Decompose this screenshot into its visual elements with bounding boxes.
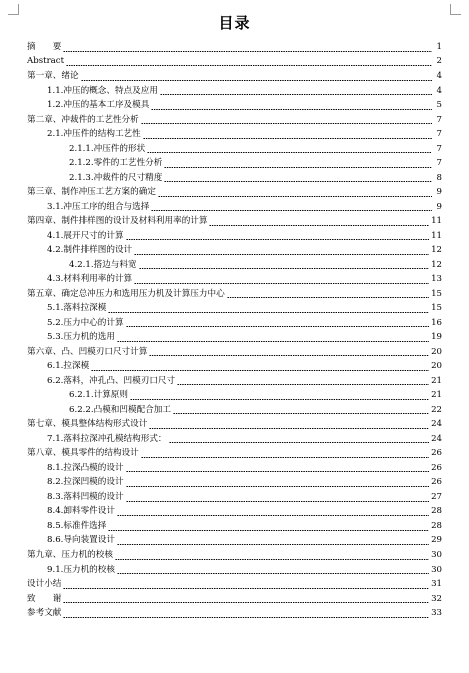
- toc-entry-title: 8.4.卸料零件设计: [47, 506, 115, 517]
- toc-entry-page-number: 24: [431, 433, 442, 444]
- toc-entry-page-number: 1: [436, 41, 442, 52]
- toc-entry[interactable]: [27, 142, 442, 157]
- toc-entry-title: 5.3.压力机的选用: [47, 332, 115, 343]
- toc-entry-page-number: 7: [436, 114, 442, 125]
- toc-entry[interactable]: [27, 432, 442, 447]
- toc-entry-title: 1.2.冲压的基本工序及模具: [47, 100, 150, 111]
- toc-entry-page-number: 4: [436, 85, 442, 96]
- toc-entry-title: 参考文献: [27, 608, 62, 619]
- toc-entry-page-number: 7: [436, 129, 442, 140]
- toc-dot-leader: [63, 602, 429, 603]
- toc-dot-leader: [63, 588, 429, 589]
- toc-entry[interactable]: [27, 592, 442, 607]
- toc-entry-title: 7.1.落料拉深冲孔模结构形式：: [47, 433, 167, 444]
- toc-dot-leader: [173, 413, 429, 414]
- toc-dot-leader: [63, 617, 429, 618]
- toc-entry-page-number: 22: [431, 404, 442, 415]
- toc-entry[interactable]: [27, 84, 442, 99]
- toc-entry[interactable]: [27, 258, 442, 273]
- toc-entry-page-number: 5: [436, 100, 442, 111]
- toc-entry-page-number: 27: [431, 491, 442, 502]
- toc-entry-title: 第七章、模具整体结构形式设计: [27, 419, 148, 430]
- toc-entry-page-number: 19: [431, 332, 442, 343]
- toc-dot-leader: [126, 326, 430, 327]
- toc-entry[interactable]: [27, 200, 442, 215]
- toc-entry-title: 6.2.落料，冲孔凸、凹模刃口尺寸: [47, 375, 176, 386]
- toc-entry-title: 8.1.拉深凸模的设计: [47, 462, 124, 473]
- toc-entry-page-number: 2: [436, 56, 442, 67]
- toc-entry-title: 8.2.拉深凹模的设计: [47, 477, 124, 488]
- toc-entry-title: 第五章、确定总冲压力和选用压力机及计算压力中心: [27, 288, 225, 299]
- toc-entry-page-number: 26: [431, 448, 442, 459]
- toc-entry[interactable]: [27, 55, 442, 70]
- toc-entry-page-number: 9: [436, 201, 442, 212]
- toc-dot-leader: [149, 355, 429, 356]
- toc-dot-leader: [160, 94, 432, 95]
- toc-entry[interactable]: [27, 345, 442, 360]
- toc-entry[interactable]: [27, 316, 442, 331]
- toc-dot-leader: [130, 399, 429, 400]
- toc-entry-page-number: 21: [431, 390, 442, 401]
- toc-entry[interactable]: [27, 563, 442, 578]
- toc-entry-title: 9.1.压力机的校核: [47, 564, 115, 575]
- toc-entry[interactable]: [27, 548, 442, 563]
- toc-entry[interactable]: [27, 301, 442, 316]
- toc-dot-leader: [139, 268, 429, 269]
- toc-entry-title: 摘 要: [27, 41, 62, 52]
- toc-entry-title: 6.1.拉深模: [47, 361, 90, 372]
- toc-entry[interactable]: [27, 403, 442, 418]
- toc-entry[interactable]: [27, 417, 442, 432]
- toc-entry[interactable]: [27, 374, 442, 389]
- toc-entry-title: 6.2.1.计算原则: [69, 390, 128, 401]
- toc-entry-page-number: 30: [431, 550, 442, 560]
- toc-dot-leader: [141, 123, 432, 124]
- toc-entry-page-number: 29: [431, 535, 442, 546]
- toc-entry-page-number: 15: [431, 288, 442, 299]
- toc-entry[interactable]: [27, 505, 442, 520]
- toc-entry-title: 2.1.3.冲裁件的尺寸精度: [69, 172, 163, 183]
- toc-entry[interactable]: [27, 243, 442, 258]
- toc-dot-leader: [164, 181, 432, 182]
- toc-entry-page-number: 12: [431, 245, 442, 256]
- toc-entry[interactable]: [27, 185, 442, 200]
- toc-entry[interactable]: [27, 113, 442, 128]
- toc-dot-leader: [117, 341, 429, 342]
- toc-dot-leader: [169, 442, 430, 443]
- toc-dot-leader: [126, 471, 430, 472]
- toc-entry-page-number: 31: [431, 579, 442, 590]
- toc-entry-title: 第八章、模具零件的结构设计: [27, 448, 139, 459]
- toc-entry-title: 2.1.2.零件的工艺性分析: [69, 158, 163, 169]
- toc-entry-title: 5.2.压力中心的计算: [47, 317, 124, 328]
- toc-entry-title: 设计小结: [27, 579, 62, 590]
- toc-entry-title: 第四章、制件排样图的设计及材料利用率的计算: [27, 216, 208, 227]
- toc-dot-leader: [81, 80, 432, 81]
- toc-entry-title: 6.2.2.凸模和凹模配合加工: [69, 404, 171, 415]
- toc-dot-leader: [141, 457, 429, 458]
- toc-entry-page-number: 13: [431, 274, 442, 285]
- toc-entry-page-number: 7: [436, 143, 442, 154]
- toc-entry-page-number: 12: [431, 259, 442, 270]
- toc-entry[interactable]: [27, 534, 442, 549]
- toc-dot-leader: [126, 501, 430, 502]
- toc-entry[interactable]: [27, 490, 442, 505]
- toc-entry-title: 第九章、压力机的校核: [27, 550, 113, 560]
- toc-entry-page-number: 16: [431, 317, 442, 328]
- toc-entry[interactable]: [27, 359, 442, 374]
- toc-entry[interactable]: [27, 388, 442, 403]
- toc-dot-leader: [134, 254, 429, 255]
- toc-entry-title: 4.3.材料利用率的计算: [47, 274, 133, 285]
- toc-dot-leader: [126, 239, 430, 240]
- toc-entry-title: 第六章、凸、凹模刃口尺寸计算: [27, 346, 148, 357]
- toc-dot-leader: [126, 486, 430, 487]
- toc-entry-page-number: 24: [431, 419, 442, 430]
- toc-entry-page-number: 7: [436, 158, 442, 169]
- toc-entry-title: 4.2.制件排样图的设计: [47, 245, 133, 256]
- toc-entry[interactable]: [27, 461, 442, 476]
- toc-dot-leader: [147, 152, 432, 153]
- toc-dot-leader: [149, 428, 429, 429]
- toc-entry[interactable]: [27, 446, 442, 461]
- toc-entry-page-number: 20: [431, 361, 442, 372]
- toc-entry[interactable]: [27, 40, 442, 55]
- toc-dot-leader: [108, 312, 429, 313]
- toc-entry-page-number: 26: [431, 477, 442, 488]
- toc-dot-leader: [108, 530, 429, 531]
- toc-entry[interactable]: [27, 272, 442, 287]
- toc-entry-page-number: 33: [431, 608, 442, 619]
- toc-entry-title: 第二章、冲裁件的工艺性分析: [27, 114, 139, 125]
- toc-dot-leader: [115, 559, 429, 560]
- toc-dot-leader: [134, 283, 429, 284]
- toc-entry-title: 5.1.落料拉深模: [47, 303, 107, 314]
- toc-entry[interactable]: [27, 171, 442, 186]
- toc-dot-leader: [143, 138, 432, 139]
- toc-dot-leader: [117, 573, 429, 574]
- toc-entry-page-number: 11: [431, 216, 442, 227]
- toc-dot-leader: [63, 51, 432, 52]
- toc-dot-leader: [117, 515, 429, 516]
- toc-entry[interactable]: [27, 475, 442, 490]
- toc-entry[interactable]: [27, 69, 442, 84]
- toc-entry-title: 2.1.1.冲压件的形状: [69, 143, 146, 154]
- toc-entry-page-number: 28: [431, 520, 442, 531]
- page-title: 目录: [218, 14, 251, 32]
- toc-entry-title: Abstract: [27, 56, 65, 67]
- toc-entry[interactable]: [27, 229, 442, 244]
- toc-entry[interactable]: [27, 127, 442, 142]
- toc-entry[interactable]: [27, 519, 442, 534]
- toc-entry[interactable]: [27, 606, 442, 621]
- toc-entry-page-number: 30: [431, 564, 442, 575]
- toc-dot-leader: [91, 370, 429, 371]
- toc-entry-page-number: 20: [431, 346, 442, 357]
- toc-entry[interactable]: [27, 330, 442, 345]
- toc-dot-leader: [164, 167, 432, 168]
- toc-entry-title: 8.6.导向装置设计: [47, 535, 115, 546]
- toc-entry-title: 8.3.落料凹模的设计: [47, 491, 124, 502]
- toc-entry-page-number: 15: [431, 303, 442, 314]
- toc-entry-title: 4.2.1.搭边与料宽: [69, 259, 137, 270]
- toc-entry-page-number: 9: [436, 187, 442, 198]
- table-of-contents: [27, 40, 442, 621]
- toc-entry-title: 致 谢: [27, 593, 62, 604]
- toc-dot-leader: [151, 109, 432, 110]
- toc-entry-title: 8.5.标准件选择: [47, 520, 107, 531]
- toc-dot-leader: [209, 225, 429, 226]
- toc-entry[interactable]: [27, 287, 442, 302]
- toc-dot-leader: [227, 297, 429, 298]
- toc-entry[interactable]: [27, 577, 442, 592]
- toc-dot-leader: [158, 196, 432, 197]
- toc-entry-page-number: 11: [431, 230, 442, 241]
- toc-dot-leader: [151, 210, 432, 211]
- toc-dot-leader: [66, 65, 432, 66]
- toc-entry-title: 2.1.冲压件的结构工艺性: [47, 129, 141, 140]
- toc-entry-page-number: 26: [431, 462, 442, 473]
- toc-entry-title: 第一章、绪论: [27, 70, 79, 81]
- toc-dot-leader: [177, 384, 429, 385]
- toc-entry-page-number: 28: [431, 506, 442, 517]
- toc-entry-title: 1.1.冲压的概念、特点及应用: [47, 85, 158, 96]
- toc-entry[interactable]: [27, 98, 442, 113]
- toc-entry-page-number: 8: [436, 172, 442, 183]
- toc-entry[interactable]: [27, 156, 442, 171]
- toc-entry[interactable]: [27, 214, 442, 229]
- toc-dot-leader: [117, 544, 429, 545]
- toc-entry-page-number: 21: [431, 375, 442, 386]
- toc-entry-title: 4.1.展开尺寸的计算: [47, 230, 124, 241]
- toc-entry-title: 3.1.冲压工序的组合与选择: [47, 201, 150, 212]
- toc-entry-page-number: 4: [436, 70, 442, 81]
- toc-entry-title: 第三章、制作冲压工艺方案的确定: [27, 187, 156, 198]
- toc-entry-page-number: 32: [431, 593, 442, 604]
